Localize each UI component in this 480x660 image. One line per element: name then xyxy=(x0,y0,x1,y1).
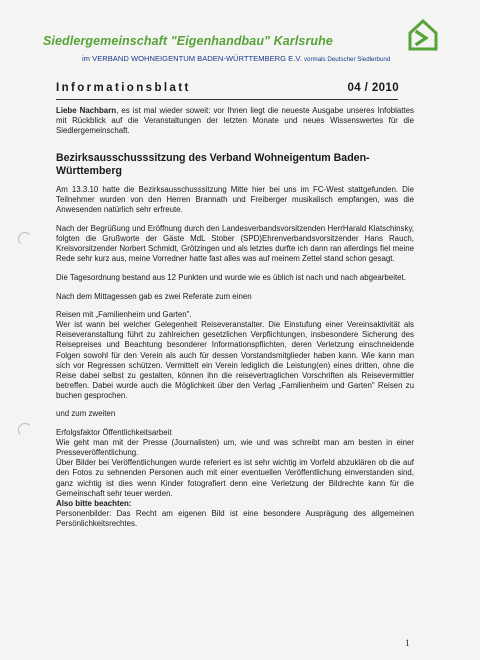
talk-1-text: Wer ist wann bei welcher Gelegenheit Reiseveranstalter. Die Einstufung einer Vereinsaktivität als Reiseveranstaltung führt zu zahlreichen gesetzlichen Verpflichtungen, insbesondere Sicherung des Reisepreises und Beachtung besonderer Informationspflichten, deren Verletzung einschneidende Folgen sowohl für den Verein als auch für dessen Vorstandsmitglieder haben kann. Wie kann man sich vor Regressen schützen. Vermittelt ein Verein lediglich die Leistung(en) eines dritten, ohne die Reise dabei selbst zu gestalten, können ihn die reisevertraglichen Vorschriften als Reisevermittler betreffen. Dabei wurde auch die Möglichkeit über den Verlag „Familienheim und Garten" Reisen zu buchen gesprochen. xyxy=(56,320,414,400)
org-name: Siedlergemeinschaft "Eigenhandbau" Karlsruhe xyxy=(43,34,333,48)
page-number: 1 xyxy=(405,638,410,648)
talk-2-title: Erfolgsfaktor Öffentlichkeitsarbeit xyxy=(56,428,172,438)
talk-2-text: Wie geht man mit der Presse (Journalisten) um, wie und was schreibt man am besten in einer Presseveröffentlichung. xyxy=(56,438,414,458)
org-affiliation-line xyxy=(82,54,390,63)
sheet-heading xyxy=(56,82,399,94)
intro-paragraph xyxy=(56,106,414,136)
article-paragraph-8: Über Bilder bei Veröffentlichungen wurde referiert es ist sehr wichtig im Vorfeld abzuklären ob die auf den Fotos zu sehnenden Personen auch mit einer eventuellen Veröffentlichung einverstanden sind, ganz wichtig ist dies wenn Kinder fotografiert denn eine Verletzung der Bildrechte kann für die Gemeinschaft sehr teuer werden. xyxy=(56,458,414,498)
issue-number: 04 / 2010 xyxy=(347,82,399,94)
document-body xyxy=(56,106,414,529)
org-former-name: vormals Deutscher Siedlerbund xyxy=(303,56,391,63)
article-paragraph-10: Personenbilder: Das Recht am eigenen Bild ist eine besondere Ausprägung des allgemeinen Persönlichkeitsrechtes. xyxy=(56,508,414,528)
article-heading: Bezirksausschusssitzung des Verband Wohneigentum Baden-Württemberg xyxy=(56,152,370,177)
notice-heading: Also bitte beachten: xyxy=(56,498,132,508)
heading-divider xyxy=(56,99,398,100)
org-affiliation: im VERBAND WOHNEIGENTUM BADEN-WÜRTTEMBERG E.V. xyxy=(82,54,302,63)
talk-1-title: Reisen mit „Familienheim und Garten". xyxy=(56,310,192,320)
article-paragraph-6: und zum zweiten xyxy=(56,409,116,419)
punch-hole-mark xyxy=(18,232,32,246)
intro-salutation: Liebe Nachbarn xyxy=(56,106,117,115)
sheet-title: Informationsblatt xyxy=(56,82,191,94)
punch-hole-mark xyxy=(18,423,32,437)
intro-text: , es ist mal wieder soweit: vor Ihnen liegt die neueste Ausgabe unseres Infoblattes mit Rückblick auf die Veranstaltungen der letzten Monate und neues Wissenswertes für die Siedlergemeinschaft. xyxy=(56,106,415,136)
article-paragraph-1: Am 13.3.10 hatte die Bezirksausschusssitzung Mitte hier bei uns im FC-West stattgefunden. Die Teilnehmer wurden von den Herren Brannath und Freiberger musikalisch empfangen, was die Anwesenden natürlich sehr erfreute. xyxy=(56,185,414,215)
house-arrow-logo-icon xyxy=(407,18,439,52)
article-paragraph-3: Die Tagesordnung bestand aus 12 Punkten und wurde wie es üblich ist nach und nach abgearbeitet. xyxy=(56,272,406,282)
article-paragraph-2: Nach der Begrüßung und Eröffnung durch den Landesverbandsvorsitzenden HerrHarald Klatschinsky, folgten die Grußworte der Gäste MdL Stober (SPD)Ehrenverbandsvorsitzender Hans Rauch, Kreisvorsitzender Norbert Schmidt, Grötzingen und als letztes durfte ich dann ran allerdings fiel meine Rede sehr kurz aus, meine Vorredner hatte fast alles was auf meinem Zettel stand schon gesagt. xyxy=(56,224,414,264)
article-paragraph-4: Nach dem Mittagessen gab es zwei Referate zum einen xyxy=(56,291,252,301)
